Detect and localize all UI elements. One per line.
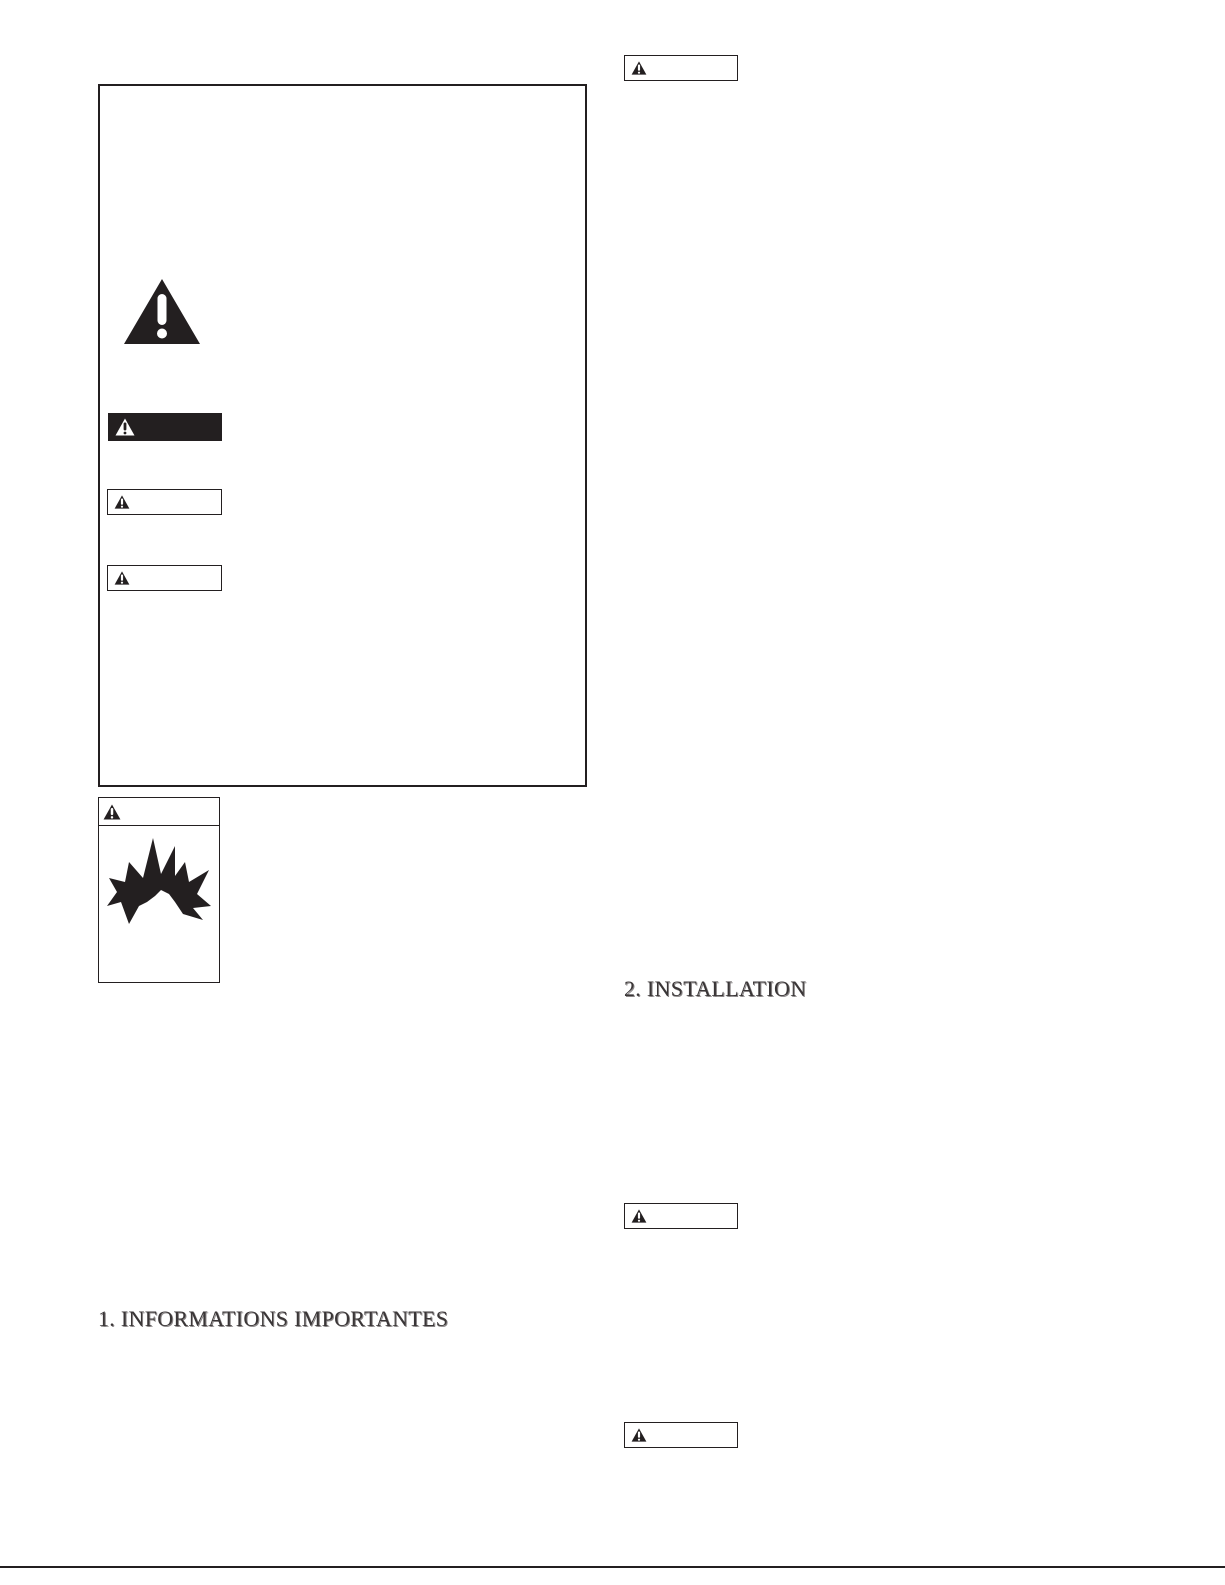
section-heading-important-info: 1. INFORMATIONS IMPORTANTES xyxy=(98,1306,449,1331)
explosion-icon xyxy=(105,836,213,928)
right-warning-tag-middle xyxy=(624,1203,738,1229)
warning-triangle-icon xyxy=(114,571,130,585)
warning-triangle-icon xyxy=(631,1428,647,1442)
explosion-warning-card xyxy=(98,797,220,983)
warning-triangle-icon xyxy=(115,418,135,436)
right-warning-tag-top xyxy=(624,55,738,81)
right-warning-tag-bottom xyxy=(624,1422,738,1448)
section-heading-installation: 2. INSTALLATION xyxy=(624,976,807,1001)
warning-triangle-icon xyxy=(114,495,130,509)
safety-alert-icon xyxy=(122,278,202,346)
explosion-card-header xyxy=(99,798,219,826)
danger-signal-tag xyxy=(108,413,222,441)
caution-signal-tag xyxy=(107,565,222,591)
footer-rule xyxy=(0,1566,1225,1568)
warning-triangle-icon xyxy=(103,804,121,820)
warning-triangle-icon xyxy=(631,61,647,75)
warning-signal-tag xyxy=(107,489,222,515)
warning-triangle-icon xyxy=(631,1209,647,1223)
